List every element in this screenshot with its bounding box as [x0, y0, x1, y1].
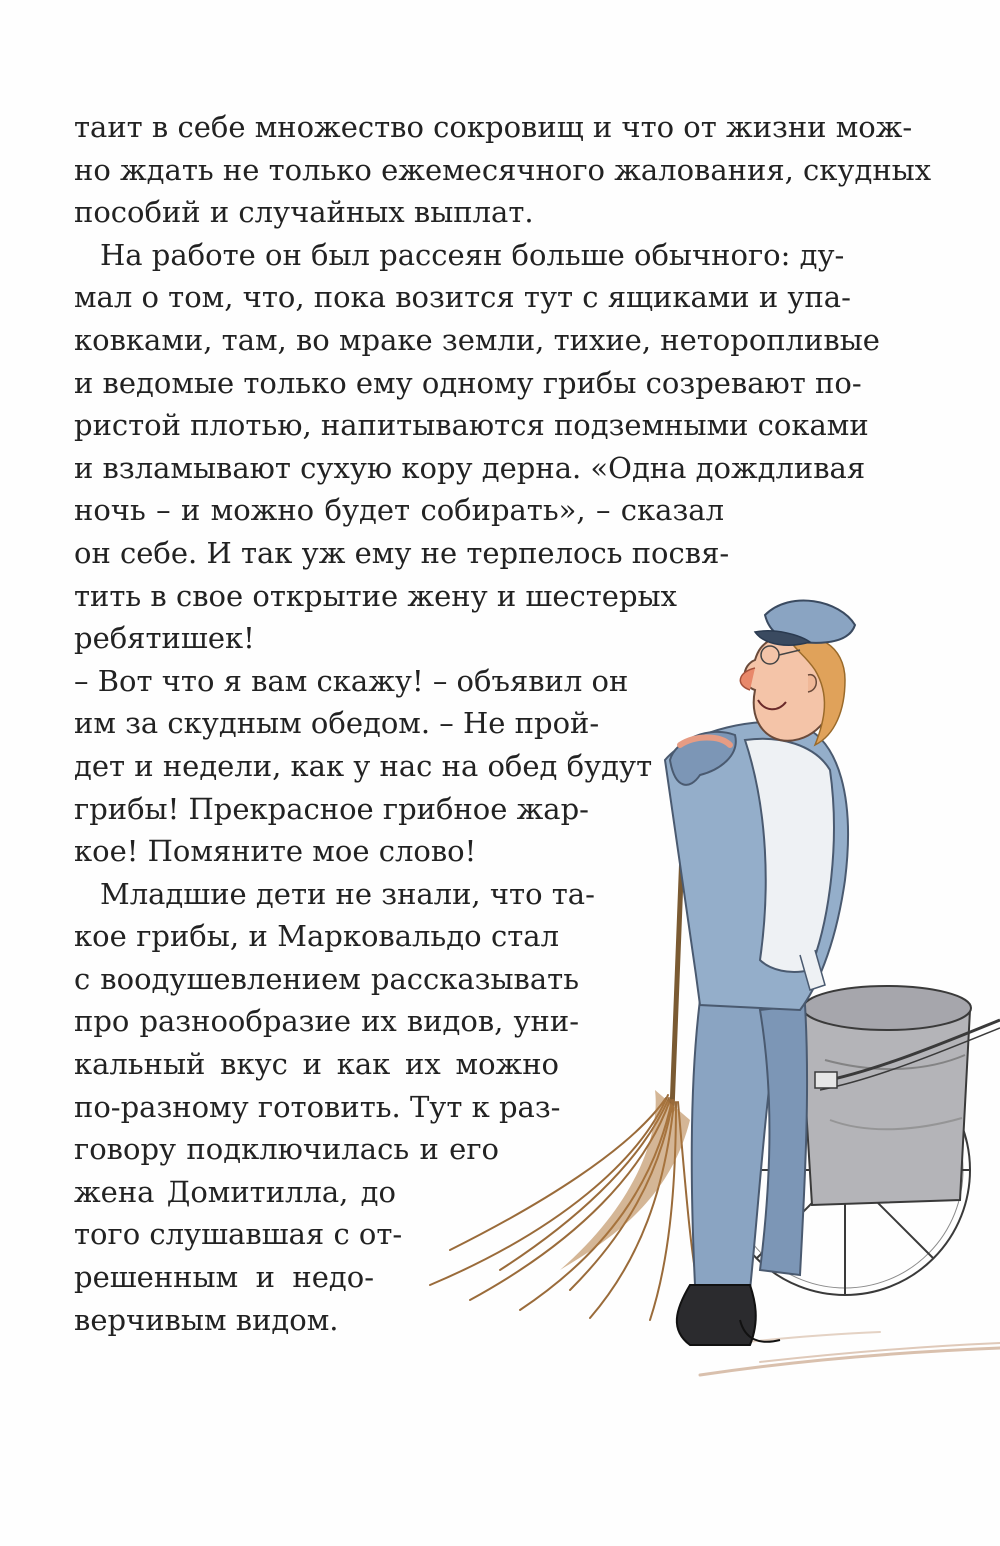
text-line: и взламывают сухую кору дерна. «Одна дождливая: [74, 450, 866, 485]
text-line: им за скудным обедом. – Не прой-: [74, 706, 600, 741]
text-line: с воодушевлением рассказывать: [74, 961, 579, 996]
text-line: пособий и случайных выплат.: [74, 195, 534, 230]
text-line: грибы! Прекрасное грибное жар-: [74, 791, 589, 826]
text-line: говору подключилась и его: [74, 1132, 499, 1167]
text-line: тить в свое открытие жену и шестерых: [74, 578, 677, 613]
text-line: Младшие дети не знали, что та-: [100, 876, 595, 911]
text-line: по-разному готовить. Тут к раз-: [74, 1089, 561, 1124]
text-line: ребятишек!: [74, 621, 255, 656]
text-line: того слушавшая с от-: [74, 1217, 403, 1252]
text-line: и ведомые только ему одному грибы созревают по-: [74, 365, 862, 400]
text-line: ристой плотью, напитываются подземными соками: [74, 408, 869, 443]
text-line: кальный вкус и как их можно: [74, 1047, 559, 1082]
text-line: На работе он был рассеян больше обычного: ду-: [100, 237, 845, 272]
sweeper-boots: [677, 1285, 780, 1345]
text-line: кое! Помяните мое слово!: [74, 834, 477, 869]
text-line: жена Домитилла, до: [74, 1174, 396, 1209]
text-line: кое грибы, и Марковальдо стал: [74, 919, 559, 954]
sweeper-legs: [692, 1000, 807, 1290]
text-line: он себе. И так уж ему не терпелось посвя-: [74, 535, 730, 570]
text-line: – Вот что я вам скажу! – объявил он: [74, 663, 629, 698]
text-line: таит в себе множество сокровищ и что от жизни мож-: [74, 110, 913, 144]
text-line: дет и недели, как у нас на обед будут: [74, 748, 653, 783]
broom-head: [560, 1090, 690, 1270]
text-line: мал о том, что, пока возится тут с ящиками и упа-: [74, 280, 851, 315]
text-line: про разнообразие их видов, уни-: [74, 1004, 579, 1039]
sweeper-jacket: [665, 722, 848, 1010]
text-line: ковками, там, во мраке земли, тихие, неторопливые: [74, 322, 880, 357]
text-line: решенным и недо-: [74, 1260, 374, 1295]
sweeper-illustration: [420, 585, 1000, 1395]
text-line: ночь – и можно будет собирать», – сказал: [74, 493, 724, 528]
text-line: верчивым видом.: [74, 1302, 339, 1337]
sweeper-cap: [755, 601, 855, 646]
text-line: но ждать не только ежемесячного жалования, скудных: [74, 152, 932, 187]
